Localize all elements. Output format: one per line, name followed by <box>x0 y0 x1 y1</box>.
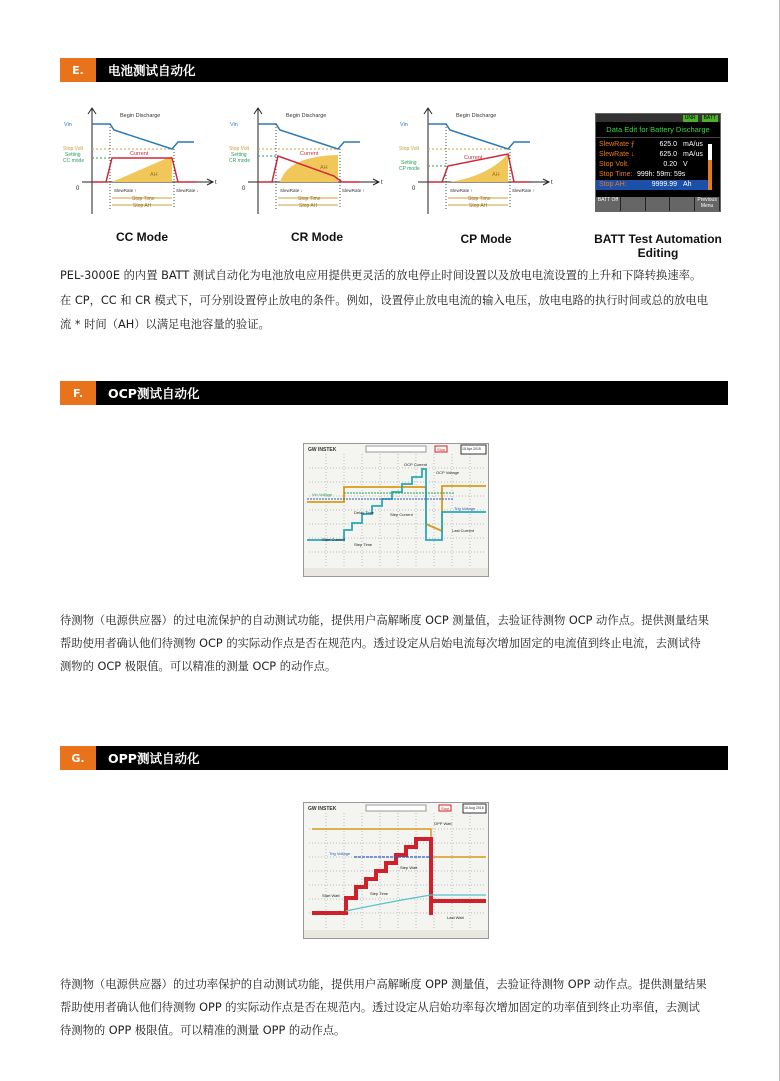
step-time-label: Step Time <box>354 542 373 547</box>
cr-mode-caption: CR Mode <box>291 230 343 244</box>
cc-mode-diagram <box>62 104 222 219</box>
lcd-row-slewrate-fall: SlewRate ↓ 625.0 mA/us <box>599 151 703 158</box>
batt-badge: BATT <box>703 114 716 121</box>
scope-status-bar <box>304 568 488 576</box>
opp-watt-label: OPP Watt <box>434 821 452 826</box>
section-header-g <box>60 746 728 770</box>
mode-label: CC mode <box>63 158 85 164</box>
paragraph-line: 在 CP，CC 和 CR 模式下，可分别设置停止放电的条件。例如，设置停止放电电流的输入电压，放电电路的执行时间或总的放电电 <box>60 293 709 307</box>
paragraph-line: 待测物（电源供应器）的过电流保护的自动测试功能，提供用户高解晰度 OCP 测量值，去验证待测物 OCP 动作点。提供测量结果 <box>60 614 709 627</box>
section-f-paragraph <box>60 609 735 678</box>
t-label: t <box>551 180 553 186</box>
lcd-row-slewrate-rise: SlewRate ⨍ 625.0 mA/us <box>599 141 703 148</box>
ah-area <box>112 156 172 182</box>
vin-line <box>92 124 194 149</box>
stop-volt-label: Stop Volt <box>399 146 420 152</box>
stop-ah-label: Stop AH <box>469 203 488 209</box>
date-readout: 15 Apr 2015 <box>462 447 481 451</box>
step-time-label: Step Time <box>370 891 389 896</box>
begin-discharge-label: Begin Discharge <box>456 113 497 119</box>
stop-time-label: Stop Time <box>132 196 155 202</box>
stop-time-label: Stop Time <box>298 196 321 202</box>
vin-voltage-label: Vin Voltage <box>312 492 333 497</box>
ocp-voltage-label: OCP Voltage <box>436 470 460 475</box>
vin-label: Vin <box>230 122 238 128</box>
zero-label: 0 <box>242 186 246 192</box>
setting-label: Setting <box>65 152 81 158</box>
stop-volt-label: Stop Volt <box>63 146 84 152</box>
section-g-paragraph <box>60 973 735 1042</box>
date-readout: 16 Aug 2016 <box>464 806 484 810</box>
slewrate-label: SlewRate ↓ <box>176 188 199 193</box>
lcd-row-stop-volt: Stop Volt. 0.20 V <box>599 161 688 168</box>
section-header-e <box>60 58 728 82</box>
stop-indicator: Stop <box>437 447 446 452</box>
cp-mode-caption: CP Mode <box>460 232 512 246</box>
begin-discharge-label: Begin Discharge <box>120 113 161 119</box>
last-watt-label: Last Watt <box>447 915 464 920</box>
current-label: Current <box>300 151 319 157</box>
paragraph-line: 待测物（电源供应器）的过功率保护的自动测试功能，提供用户高解晰度 OPP 测量值，去验证待测物 OPP 动作点。提供测量结果 <box>60 978 707 991</box>
cp-mode-diagram <box>398 104 558 219</box>
stop-ah-label: Stop AH <box>299 203 318 209</box>
lcd-softkeys <box>596 197 720 211</box>
lcd-scrollbar <box>708 144 712 190</box>
last-current-label: Last Current <box>452 528 475 533</box>
ah-label: AH <box>150 172 158 178</box>
current-label: Current <box>464 155 483 161</box>
slewrate-label: SlewRate ↑ <box>512 188 535 193</box>
scope-status-bar <box>304 930 488 938</box>
t-label: t <box>381 180 383 186</box>
section-title: 电池测试自动化 <box>108 63 196 78</box>
section-header-f <box>60 381 728 405</box>
softkey-blank[interactable] <box>670 197 695 211</box>
lcd-row-stop-ah: Stop AH: 9999.99 Ah <box>596 180 708 190</box>
ocp-oscilloscope-capture <box>303 443 489 577</box>
setting-label: Setting <box>401 160 417 166</box>
cc-mode-caption: CC Mode <box>116 230 168 244</box>
current-label: Current <box>130 151 149 157</box>
step-current-label: Step Current <box>390 512 413 517</box>
section-letter: E. <box>60 58 96 82</box>
begin-discharge-label: Begin Discharge <box>286 113 327 119</box>
paragraph-line: 流 * 时间（AH）以满足电池容量的验证。 <box>60 318 270 331</box>
softkey-blank[interactable] <box>646 197 671 211</box>
t-label: t <box>215 180 217 186</box>
setting-label: Setting <box>231 152 247 158</box>
paragraph-line: 测物的 OCP 极限值。可以精准的测量 OCP 的动作点。 <box>60 660 337 673</box>
stop-ah-label: Stop AH <box>133 203 152 209</box>
lcd-row-stop-time: Stop Time: 999h: 59m: 59s <box>599 171 686 178</box>
vin-label: Vin <box>64 122 72 128</box>
paragraph-line: PEL-3000E 的内置 BATT 测试自动化为电池放电应用提供更灵活的放电停止时间设置以及放电电流设置的上升和下降转换速率。 <box>60 269 702 282</box>
vin-label: Vin <box>400 122 408 128</box>
mode-label: CR mode <box>229 158 251 164</box>
ah-label: AH <box>320 165 328 171</box>
paragraph-line: 帮助使用者确认他们待测物 OPP 的实际动作点是否在规范内。透过设定从启始功率每次增加固定的功率值到终止功率值，去测试 <box>60 1001 700 1014</box>
zero-label: 0 <box>412 186 416 192</box>
lcd-title: Data Edit for Battery Discharge <box>596 122 720 138</box>
batt-editing-caption: BATT Test Automation Editing <box>594 232 722 260</box>
start-watt-label: Start Watt <box>322 893 340 898</box>
paragraph-line: 待测物的 OPP 极限值。可以精准的测量 OPP 的动作点。 <box>60 1024 346 1037</box>
start-current-label: Start Current <box>322 537 345 542</box>
brand-logo: GW INSTEK <box>308 447 337 453</box>
stop-time-label: Stop Time <box>468 196 491 202</box>
delay-time-label: Delay Time <box>354 510 375 515</box>
cr-mode-diagram <box>228 104 388 219</box>
vin-line <box>428 124 530 149</box>
slewrate-label: SlewRate ↑ <box>450 188 473 193</box>
slewrate-label: SlewRate ↑ <box>342 188 365 193</box>
section-title: OPP测试自动化 <box>108 751 200 766</box>
opp-oscilloscope-capture <box>303 802 489 939</box>
unr-badge: UNR <box>684 114 696 121</box>
ah-label: AH <box>492 172 500 178</box>
slewrate-label: SlewRate ↓ <box>280 188 303 193</box>
stop-indicator: Stop <box>441 806 450 811</box>
section-letter: F. <box>60 381 96 405</box>
batt-lcd-screen <box>595 113 721 212</box>
trig-voltage-label: Trig Voltage <box>329 851 351 856</box>
paragraph-line: 帮助使用者确认他们待测物 OCP 的实际动作点是否在规范内。透过设定从启始电流每次增加固定的电流值到终止电流，去测试待 <box>60 637 701 650</box>
section-letter: G. <box>60 746 96 770</box>
softkey-blank[interactable] <box>621 197 646 211</box>
vin-line <box>258 124 360 149</box>
brand-logo: GW INSTEK <box>308 806 337 812</box>
ocp-current-label: OCP Current <box>404 462 428 467</box>
mode-label: CP mode <box>399 166 420 172</box>
section-title: OCP测试自动化 <box>108 386 200 401</box>
section-e-paragraph <box>60 264 735 338</box>
stop-volt-label: Stop Volt <box>229 146 250 152</box>
trig-voltage-label: Trig Voltage <box>454 506 476 511</box>
softkey-batt-off[interactable]: BATT Off <box>596 197 621 211</box>
step-watt-label: Step Watt <box>400 865 418 870</box>
slewrate-label: SlewRate ↑ <box>114 188 137 193</box>
zero-label: 0 <box>76 186 80 192</box>
softkey-previous-menu[interactable]: Previous Menu <box>695 197 720 211</box>
